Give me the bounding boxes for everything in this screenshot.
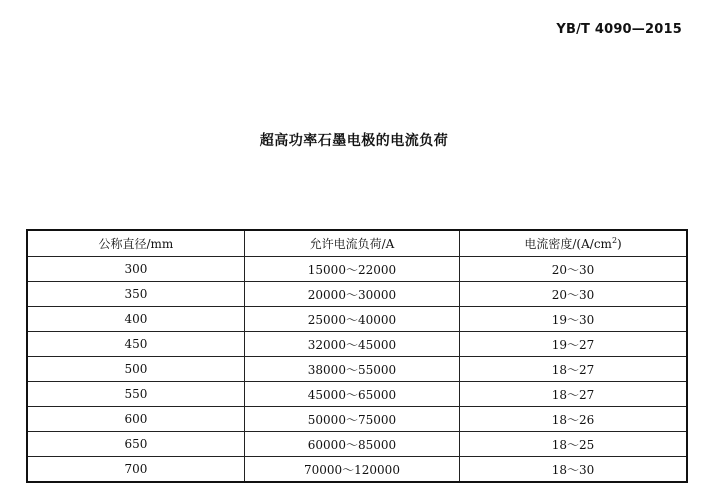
table-title: 超高功率石墨电极的电流负荷: [259, 133, 449, 149]
table-row: [27, 432, 687, 457]
column-header-diameter: 公称直径/mm: [27, 230, 244, 257]
table-row: [27, 382, 687, 407]
density-header-prefix: 电流密度/(A/cm: [524, 237, 612, 251]
column-header-current-density: [460, 230, 687, 257]
table-header-row: [27, 230, 687, 257]
cell-current-density: 19～30: [460, 307, 687, 332]
standard-code: YB/T 4090—2015: [556, 22, 682, 37]
cell-diameter: 700: [27, 457, 244, 483]
cell-diameter: 400: [27, 307, 244, 332]
cell-current-density: 18～27: [460, 357, 687, 382]
cell-current-load: 15000～22000: [244, 257, 459, 282]
table-row: [27, 457, 687, 483]
cell-current-density: 18～26: [460, 407, 687, 432]
cell-diameter: 550: [27, 382, 244, 407]
table-row: [27, 282, 687, 307]
cell-current-density: 18～25: [460, 432, 687, 457]
cell-current-density: 20～30: [460, 257, 687, 282]
cell-current-load: 32000～45000: [244, 332, 459, 357]
table-row: [27, 257, 687, 282]
table-row: [27, 307, 687, 332]
density-header-superscript: 2: [611, 236, 618, 245]
column-header-current-load: 允许电流负荷/A: [244, 230, 459, 257]
cell-current-load: 70000～120000: [244, 457, 459, 483]
cell-current-load: 50000～75000: [244, 407, 459, 432]
cell-diameter: 500: [27, 357, 244, 382]
cell-diameter: 450: [27, 332, 244, 357]
table-body: [27, 257, 687, 483]
cell-current-density: 18～27: [460, 382, 687, 407]
cell-current-load: 45000～65000: [244, 382, 459, 407]
cell-diameter: 350: [27, 282, 244, 307]
cell-current-density: 18～30: [460, 457, 687, 483]
cell-diameter: 650: [27, 432, 244, 457]
table-row: [27, 407, 687, 432]
table-row: [27, 357, 687, 382]
cell-diameter: 600: [27, 407, 244, 432]
cell-current-load: 20000～30000: [244, 282, 459, 307]
cell-diameter: 300: [27, 257, 244, 282]
cell-current-density: 19～27: [460, 332, 687, 357]
cell-current-load: 25000～40000: [244, 307, 459, 332]
density-header-suffix: ): [617, 237, 622, 251]
current-load-table: [26, 229, 688, 483]
cell-current-load: 60000～85000: [244, 432, 459, 457]
cell-current-load: 38000～55000: [244, 357, 459, 382]
table-row: [27, 332, 687, 357]
cell-current-density: 20～30: [460, 282, 687, 307]
